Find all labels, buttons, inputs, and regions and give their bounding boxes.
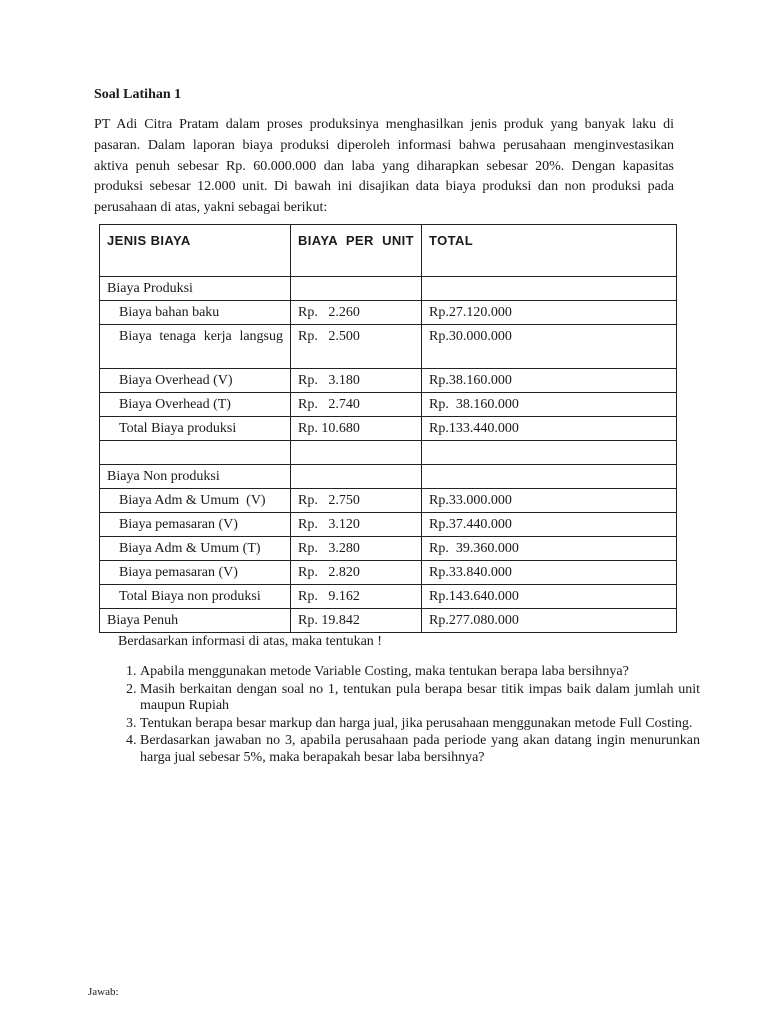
table-row [100, 393, 677, 417]
cell-per-unit [291, 277, 422, 301]
question-list [114, 664, 700, 767]
cell-per-unit: Rp. 9.162 [291, 585, 422, 609]
cell-jenis: Total Biaya produksi [100, 417, 291, 441]
cell-jenis: Biaya Overhead (T) [100, 393, 291, 417]
cell-jenis: Biaya Produksi [100, 277, 291, 301]
table-row [100, 417, 677, 441]
cell-total: Rp.133.440.000 [422, 417, 677, 441]
cell-jenis: Biaya Adm & Umum (V) [100, 489, 291, 513]
answer-label: Jawab: [88, 986, 119, 998]
question-item: 1. Apabila menggunakan metode Variable Costing, maka tentukan berapa laba bersihnya? [140, 664, 700, 681]
cell-total: Rp.37.440.000 [422, 513, 677, 537]
table-row [100, 585, 677, 609]
table-row [100, 441, 677, 465]
table-row [100, 489, 677, 513]
table-header-row [100, 225, 677, 277]
cell-per-unit: Rp. 2.500 [291, 325, 422, 369]
cell-jenis [100, 441, 291, 465]
cell-total: Rp.277.080.000 [422, 609, 677, 633]
cell-total: Rp.38.160.000 [422, 369, 677, 393]
table-row [100, 277, 677, 301]
cell-jenis: Total Biaya non produksi [100, 585, 291, 609]
table-row [100, 561, 677, 585]
cell-per-unit: Rp. 10.680 [291, 417, 422, 441]
header-biaya-per-unit: BIAYA PER UNIT [291, 225, 422, 277]
cell-jenis: Biaya Penuh [100, 609, 291, 633]
cell-total: Rp.33.000.000 [422, 489, 677, 513]
document-title: Soal Latihan 1 [94, 87, 182, 102]
cell-per-unit [291, 441, 422, 465]
cell-per-unit: Rp. 3.120 [291, 513, 422, 537]
cell-jenis: Biaya Adm & Umum (T) [100, 537, 291, 561]
cell-total [422, 441, 677, 465]
table-row [100, 369, 677, 393]
table-row [100, 513, 677, 537]
cell-total [422, 277, 677, 301]
question-item: 2. Masih berkaitan dengan soal no 1, tentukan pula berapa besar titik impas baik dalam jumlah unit maupun Rupiah [140, 682, 700, 715]
cell-total: Rp.33.840.000 [422, 561, 677, 585]
cell-total: Rp.30.000.000 [422, 325, 677, 369]
table-row [100, 325, 677, 369]
header-total: TOTAL [422, 225, 677, 277]
cell-per-unit: Rp. 2.740 [291, 393, 422, 417]
cell-per-unit: Rp. 3.180 [291, 369, 422, 393]
cell-per-unit: Rp. 2.750 [291, 489, 422, 513]
cell-per-unit [291, 465, 422, 489]
table-row [100, 609, 677, 633]
table-row [100, 301, 677, 325]
cell-total [422, 465, 677, 489]
cell-jenis: Biaya pemasaran (V) [100, 561, 291, 585]
cell-total: Rp.27.120.000 [422, 301, 677, 325]
cell-per-unit: Rp. 2.260 [291, 301, 422, 325]
cell-jenis-text: Biaya tenaga kerja langsug [119, 329, 283, 344]
table-row [100, 537, 677, 561]
table-row [100, 465, 677, 489]
header-jenis-biaya: JENIS BIAYA [100, 225, 291, 277]
cell-jenis: Biaya pemasaran (V) [100, 513, 291, 537]
cell-total: Rp. 39.360.000 [422, 537, 677, 561]
cell-per-unit: Rp. 19.842 [291, 609, 422, 633]
question-item: 4. Berdasarkan jawaban no 3, apabila perusahaan pada periode yang akan datang ingin menurunkan harga jual sebesar 5%, maka berapakah besar laba bersihnya? [140, 733, 700, 766]
cell-per-unit: Rp. 3.280 [291, 537, 422, 561]
instruction-line: Berdasarkan informasi di atas, maka tentukan ! [118, 634, 382, 649]
cost-table [99, 224, 677, 633]
cell-jenis: Biaya Overhead (V) [100, 369, 291, 393]
question-item: 3. Tentukan berapa besar markup dan harga jual, jika perusahaan menggunakan metode Full Costing. [140, 716, 700, 733]
cell-jenis: Biaya bahan baku [100, 301, 291, 325]
cell-total: Rp.143.640.000 [422, 585, 677, 609]
cell-jenis: Biaya Non produksi [100, 465, 291, 489]
intro-paragraph: PT Adi Citra Pratam dalam proses produksinya menghasilkan jenis produk yang banyak laku di pasaran. Dalam laporan biaya produksi diperoleh informasi bahwa perusahaan menginvestasikan aktiva penuh sebesar Rp. 60.000.000 dan laba yang diharapkan sebesar 20%. Dengan kapasitas produksi sebesar 12.000 unit. Di bawah ini disajikan data biaya produksi dan non produksi pada perusahaan di atas, yakni sebagai berikut: [94, 117, 674, 216]
cell-per-unit: Rp. 2.820 [291, 561, 422, 585]
cell-total: Rp. 38.160.000 [422, 393, 677, 417]
cell-jenis [100, 325, 291, 369]
